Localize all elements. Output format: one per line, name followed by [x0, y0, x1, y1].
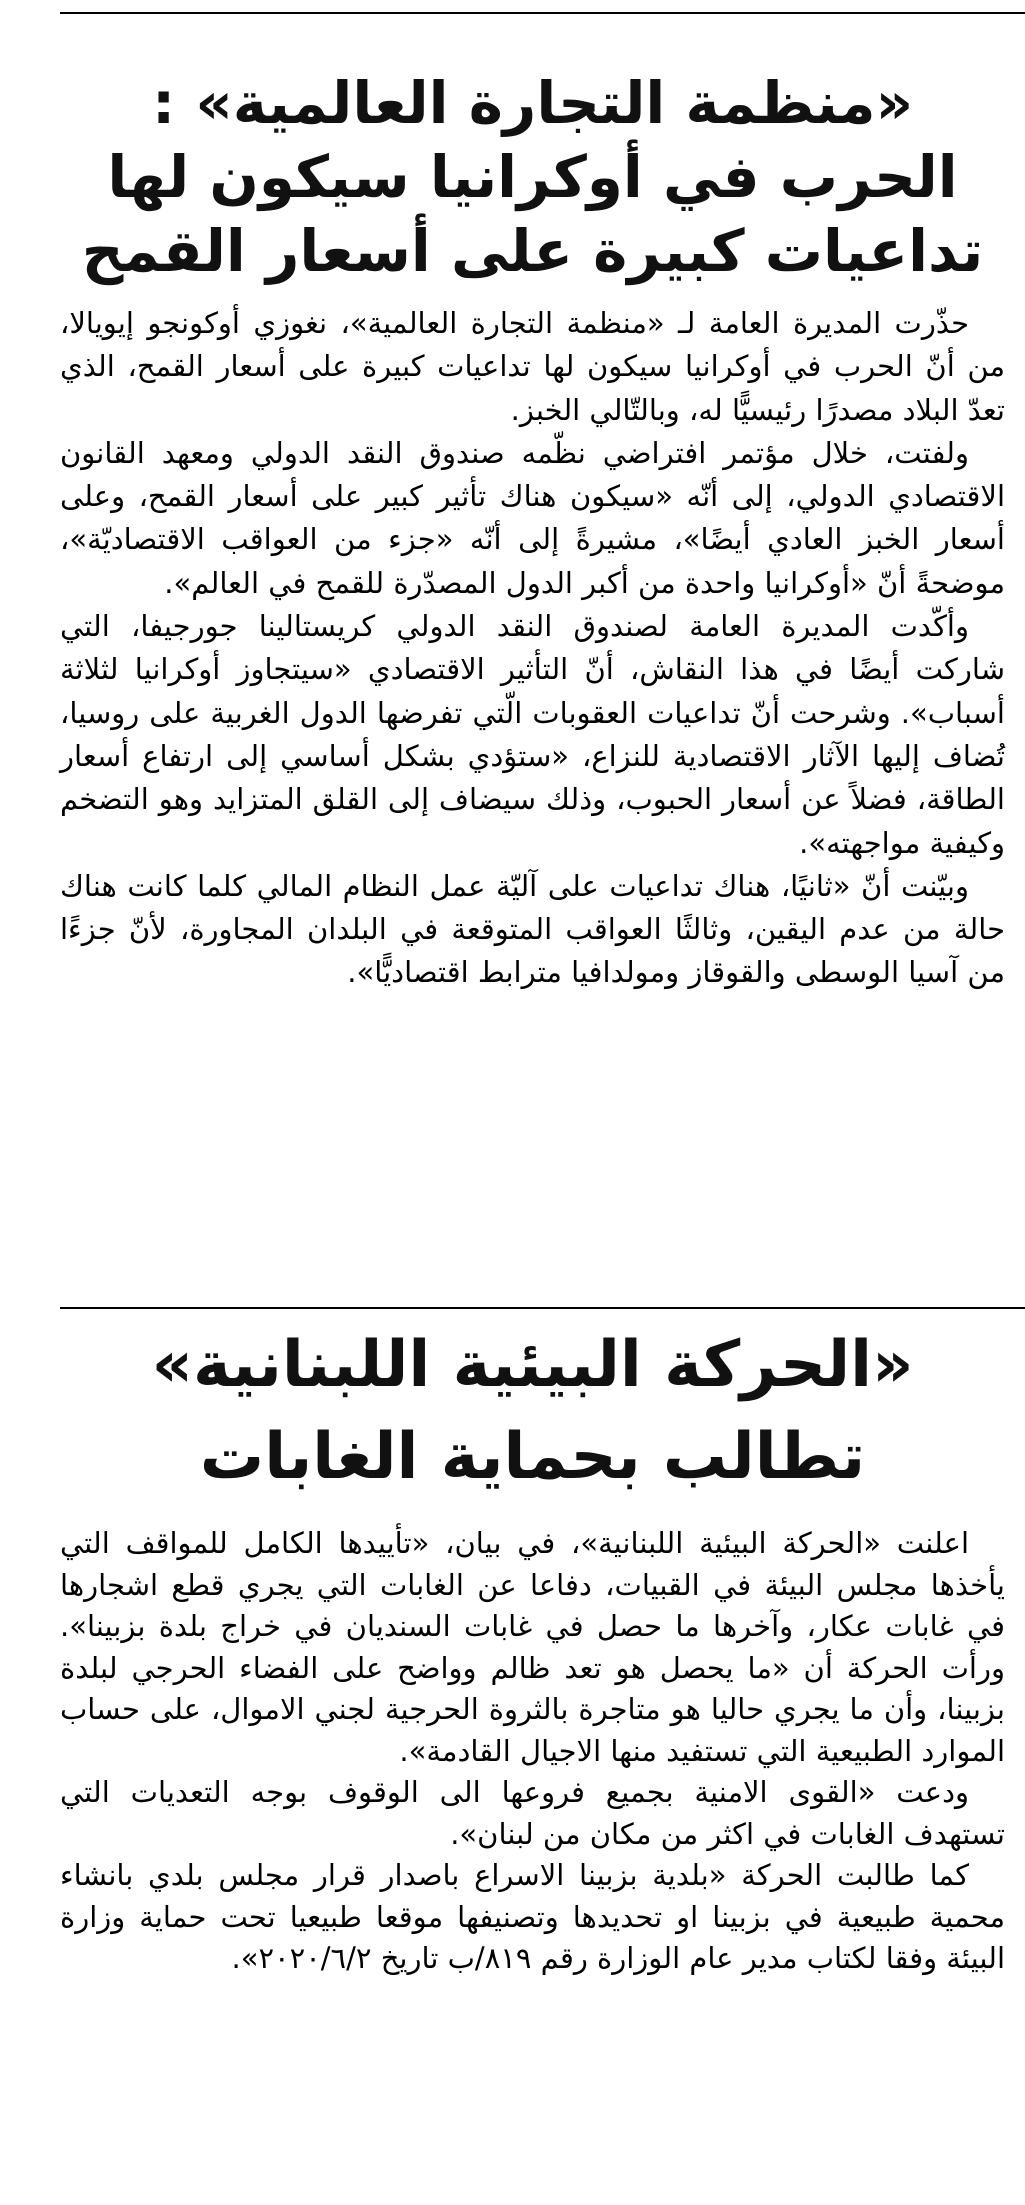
article-wto-wheat: [60, 30, 1005, 1300]
article-paragraph: حذّرت المديرة العامة لـ «منظمة التجارة العالمية»، نغوزي أوكونجو إيويالا، من أنّ الحرب في أوكرانيا سيكون لها تداعيات كبيرة على أسعار القمح، الذي تعدّ البلاد مصدرًا رئيسيًّا له، وبالتّالي الخبز.: [60, 306, 1005, 427]
article-lebanese-environment: [60, 1315, 1005, 2195]
article-headline: «منظمة التجارة العالمية» : الحرب في أوكرانيا سيكون لها تداعيات كبيرة على أسعار القمح: [81, 69, 984, 285]
article-divider: [60, 1307, 1025, 1309]
article-paragraph: كما طالبت الحركة «بلدية بزبينا الاسراع باصدار قرار مجلس بلدي بانشاء محمية طبيعية في بزبينا او تحديدها وتصنيفها موقعا طبيعيا تحت حماية وزارة البيئة وفقا لكتاب مدير عام الوزارة رقم ٨١٩/ب تاريخ ٢٠٢٠/٦/٢».: [60, 1858, 1005, 1975]
top-divider: [60, 12, 1025, 14]
article-headline: «الحركة البيئية اللبنانية» تطالب بحماية الغابات: [151, 1328, 914, 1494]
article-paragraph: اعلنت «الحركة البيئية اللبنانية»، في بيان، «تأييدها الكامل للمواقف التي يأخذها مجلس البيئة في القبيات، دفاعا عن الغابات التي يجري قطع اشجارها في غابات عكار، وآخرها ما حصل في غابات السنديان في خراج بلدة بزبينا». ورأت الحركة أن «ما يحصل هو تعد ظالم وواضح على الفضاء الحرجي لبلدة بزبينا، وأن ما يجري حاليا هو متاجرة بالثروة الحرجية لجني الاموال، على حساب الموارد الطبيعية التي تستفيد منها الاجيال القادمة».: [60, 1526, 1005, 1768]
article-paragraph: ودعت «القوى الامنية بجميع فروعها الى الوقوف بوجه التعديات التي تستهدف الغابات في اكثر من مكان من لبنان».: [60, 1775, 1005, 1851]
article-body: [60, 302, 1005, 995]
article-paragraph: وأكّدت المديرة العامة لصندوق النقد الدولي كريستالينا جورجيفا، التي شاركت أيضًا في هذا النقاش، أنّ التأثير الاقتصادي «سيتجاوز أوكرانيا لثلاثة أسباب». وشرحت أنّ تداعيات العقوبات الّتي تفرضها الدول الغربية على روسيا، تُضاف إليها الآثار الاقتصادية للنزاع، «ستؤدي بشكل أساسي إلى ارتفاع أسعار الطاقة، فضلاً عن أسعار الحبوب، وذلك سيضاف إلى القلق المتزايد وهو التضخم وكيفية مواجهته».: [60, 609, 1005, 860]
article-paragraph: ولفتت، خلال مؤتمر افتراضي نظّمه صندوق النقد الدولي ومعهد القانون الاقتصادي الدولي، إلى أنّه «سيكون هناك تأثير كبير على أسعار القمح، وعلى أسعار الخبز العادي أيضًا»، مشيرةً إلى أنّه «جزء من العواقب الاقتصاديّة»، موضحةً أنّ «أوكرانيا واحدة من أكبر الدول المصدّرة للقمح في العالم».: [60, 435, 1005, 600]
article-body: [60, 1523, 1005, 1980]
article-paragraph: وبيّنت أنّ «ثانيًا، هناك تداعيات على آليّة عمل النظام المالي كلما كانت هناك حالة من عدم اليقين، وثالثًا العواقب المتوقعة في البلدان المجاورة، لأنّ جزءًا من آسيا الوسطى والقوقاز ومولدافيا مترابط اقتصاديًّا».: [60, 868, 1005, 990]
